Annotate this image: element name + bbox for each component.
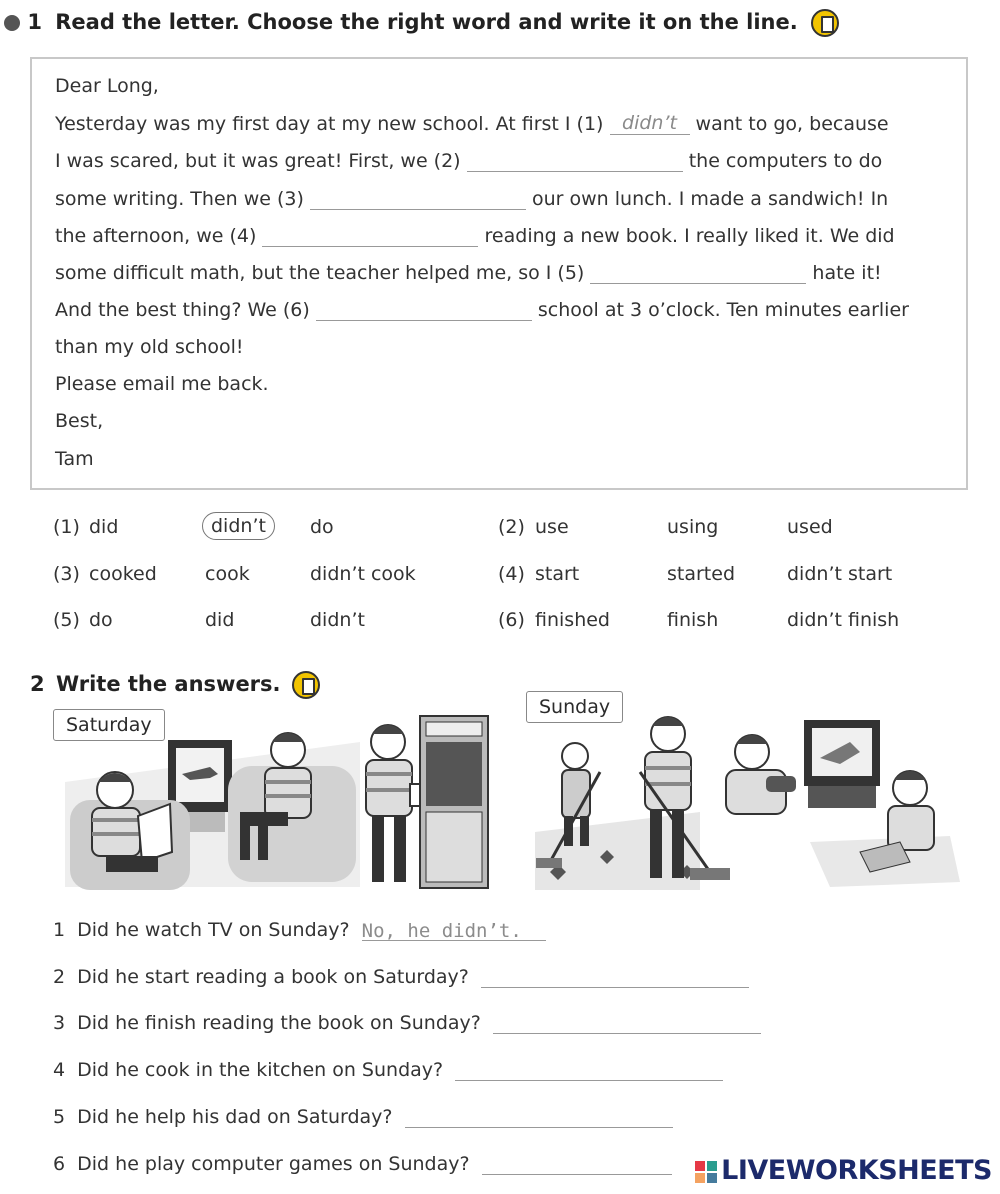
option-word[interactable]: use (535, 516, 569, 538)
option-word[interactable]: using (667, 516, 719, 538)
question-2: 2 Did he start reading a book on Saturday? (53, 966, 749, 988)
option-number: (6) (498, 609, 525, 631)
exercise-2-heading (30, 671, 320, 699)
letter-line-1: Yesterday was my first day at my new school. At first I (1) didn’t want to go, because (55, 112, 889, 135)
letter-line-5: some difficult math, but the teacher helped me, so I (5) hate it! (55, 262, 882, 284)
letter-line-3: some writing. Then we (3) our own lunch. I made a sandwich! In (55, 188, 889, 210)
answer-line-3[interactable] (493, 1013, 761, 1034)
option-word[interactable]: did (205, 609, 235, 631)
letter-closing: Best, (55, 410, 104, 432)
blank-2[interactable] (467, 149, 683, 172)
option-word-circled[interactable]: didn’t (202, 512, 275, 540)
option-number: (3) (53, 563, 80, 585)
question-3: 3 Did he finish reading the book on Sunday? (53, 1012, 761, 1034)
option-word[interactable]: didn’t (310, 609, 365, 631)
question-4: 4 Did he cook in the kitchen on Sunday? (53, 1059, 723, 1081)
option-number: (4) (498, 563, 525, 585)
blank-6[interactable] (316, 298, 532, 321)
option-number: (5) (53, 609, 80, 631)
letter-line-6: And the best thing? We (6) school at 3 o’clock. Ten minutes earlier (55, 299, 909, 321)
option-word[interactable]: did (89, 516, 119, 538)
answer-1-text: No, he didn’t. (361, 920, 522, 942)
blank-1-answer: didn’t (622, 112, 677, 134)
answer-line-4[interactable] (455, 1060, 723, 1081)
option-number: (2) (498, 516, 525, 538)
exercise-2-instruction: Write the answers. (55, 672, 281, 696)
audio-notes-icon[interactable] (292, 671, 320, 699)
option-word[interactable]: finished (535, 609, 610, 631)
letter-line-7: than my old school! (55, 336, 244, 358)
option-word[interactable]: started (667, 563, 736, 585)
option-word[interactable]: didn’t cook (310, 563, 416, 585)
answer-line-1[interactable] (362, 920, 546, 941)
option-word[interactable]: do (89, 609, 113, 631)
option-word[interactable]: start (535, 563, 580, 585)
bullet-icon (4, 15, 20, 31)
option-word[interactable]: used (787, 516, 833, 538)
label-sunday: Sunday (526, 691, 623, 723)
exercise-1-heading (4, 9, 839, 37)
liveworksheets-logo: LIVEWORKSHEETS (695, 1155, 992, 1186)
question-6: 6 Did he play computer games on Sunday? (53, 1153, 672, 1175)
option-word[interactable]: finish (667, 609, 719, 631)
letter-line-4: the afternoon, we (4) reading a new book. I really liked it. We did (55, 225, 895, 247)
sunday-illustration (530, 712, 960, 892)
blank-5[interactable] (590, 261, 806, 284)
exercise-2-number: 2 (30, 672, 45, 696)
exercise-1-number: 1 (27, 10, 42, 34)
letter-line-8: Please email me back. (55, 373, 269, 395)
audio-notes-icon[interactable] (811, 9, 839, 37)
option-word[interactable]: didn’t start (787, 563, 893, 585)
blank-1[interactable] (610, 112, 690, 135)
exercise-1-instruction: Read the letter. Choose the right word and write it on the line. (55, 10, 798, 34)
option-word[interactable]: do (310, 516, 334, 538)
liveworksheets-icon (695, 1161, 717, 1183)
option-number: (1) (53, 516, 80, 538)
answer-line-5[interactable] (405, 1107, 673, 1128)
option-word[interactable]: didn’t finish (787, 609, 900, 631)
blank-3[interactable] (310, 187, 526, 210)
letter-line-2: I was scared, but it was great! First, we (2) the computers to do (55, 150, 883, 172)
answer-line-2[interactable] (481, 967, 749, 988)
answer-line-6[interactable] (482, 1154, 672, 1175)
letter-signature: Tam (55, 448, 94, 470)
option-word[interactable]: cook (205, 563, 250, 585)
label-saturday: Saturday (53, 709, 165, 741)
blank-4[interactable] (262, 224, 478, 247)
letter-greeting: Dear Long, (55, 75, 159, 97)
option-word[interactable]: cooked (89, 563, 157, 585)
question-1: 1 Did he watch TV on Sunday? No, he didn’t. (53, 919, 546, 941)
question-5: 5 Did he help his dad on Saturday? (53, 1106, 673, 1128)
